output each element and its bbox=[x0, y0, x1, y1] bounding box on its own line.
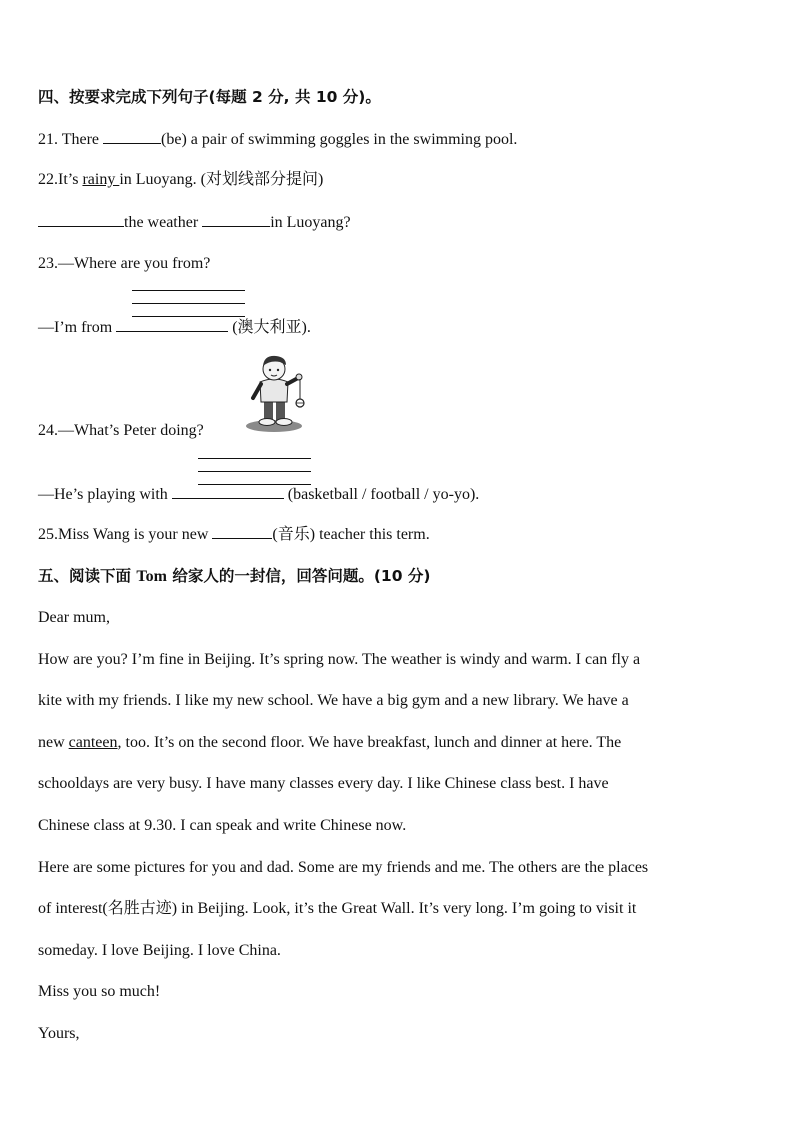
question-21 bbox=[38, 129, 517, 150]
q22-answer-mid: the weather bbox=[124, 214, 203, 231]
q22-blank-2[interactable] bbox=[202, 212, 270, 227]
letter-p1-line3 bbox=[38, 733, 621, 753]
question-25 bbox=[38, 524, 430, 545]
q22-answer-line bbox=[38, 212, 351, 233]
q22-blank-1[interactable] bbox=[38, 212, 124, 227]
q22-answer-end: in Luoyang? bbox=[270, 214, 351, 231]
letter-underlined-canteen: canteen bbox=[68, 734, 118, 751]
q24-answer-line bbox=[38, 484, 479, 505]
q24-answer-pre: —He’s playing with bbox=[38, 486, 172, 503]
q23-answer-line bbox=[38, 317, 311, 338]
q24-question: 24.—What’s Peter doing? bbox=[38, 422, 204, 439]
q25-blank[interactable] bbox=[212, 524, 272, 539]
q22-text-post: in Luoyang. (对划线部分提问) bbox=[119, 171, 324, 188]
q24-answer-post: (basketball / football / yo-yo). bbox=[283, 486, 480, 503]
section4-heading: 四、按要求完成下列句子(每题 2 分, 共 10 分)。 bbox=[38, 88, 381, 106]
letter-p1-line4: schooldays are very busy. I have many classes every day. I like Chinese class best. I have bbox=[38, 775, 609, 792]
question-22 bbox=[38, 170, 323, 190]
section5-heading-post: 给家人的一封信，回答问题。(10 分) bbox=[166, 567, 431, 585]
letter-p1-line1: How are you? I’m fine in Beijing. It’s spring now. The weather is windy and warm. I can fly a bbox=[38, 651, 641, 668]
q21-text-pre: There bbox=[58, 131, 104, 148]
q25-text-pre: Miss Wang is your new bbox=[58, 526, 213, 543]
q23-question: 23.—Where are you from? bbox=[38, 255, 211, 272]
letter-closing-1: Miss you so much! bbox=[38, 983, 161, 1000]
letter-p1-line2: kite with my friends. I like my new school. We have a big gym and a new library. We have a bbox=[38, 692, 629, 709]
q21-blank[interactable] bbox=[103, 129, 161, 144]
q23-answer-post: (澳大利亚). bbox=[228, 319, 311, 336]
letter-p2-line2: of interest(名胜古迹) in Beijing. Look, it’s the Great Wall. It’s very long. I’m going to visit it bbox=[38, 900, 637, 917]
boy-playing-yoyo-image bbox=[240, 352, 312, 434]
q25-number: 25. bbox=[38, 526, 58, 543]
section5-heading-name: Tom bbox=[136, 568, 167, 585]
letter-p2-line1: Here are some pictures for you and dad. Some are my friends and me. The others are the places bbox=[38, 859, 649, 876]
q22-number: 22. bbox=[38, 171, 58, 188]
letter-p1-line3-post: , too. It’s on the second floor. We have breakfast, lunch and dinner at here. The bbox=[117, 734, 622, 751]
q25-text-post: (音乐) teacher this term. bbox=[272, 526, 430, 543]
q23-answer-pre: —I’m from bbox=[38, 319, 117, 336]
q22-underlined-word: rainy bbox=[82, 171, 120, 188]
letter-closing-2: Yours, bbox=[38, 1025, 80, 1042]
letter-p1-line5: Chinese class at 9.30. I can speak and write Chinese now. bbox=[38, 817, 407, 834]
letter-greeting: Dear mum, bbox=[38, 609, 110, 626]
q22-text-pre: It’s bbox=[58, 171, 83, 188]
q24-blank[interactable] bbox=[172, 484, 284, 499]
section5-heading-pre: 五、阅读下面 bbox=[38, 567, 137, 585]
letter-p1-line3-pre: new bbox=[38, 734, 69, 751]
q21-number: 21. bbox=[38, 131, 58, 148]
letter-p2-line3: someday. I love Beijing. I love China. bbox=[38, 942, 281, 959]
section5-heading bbox=[38, 566, 430, 587]
q21-text-post: (be) a pair of swimming goggles in the swimming pool. bbox=[161, 131, 518, 148]
q23-blank[interactable] bbox=[116, 317, 228, 332]
